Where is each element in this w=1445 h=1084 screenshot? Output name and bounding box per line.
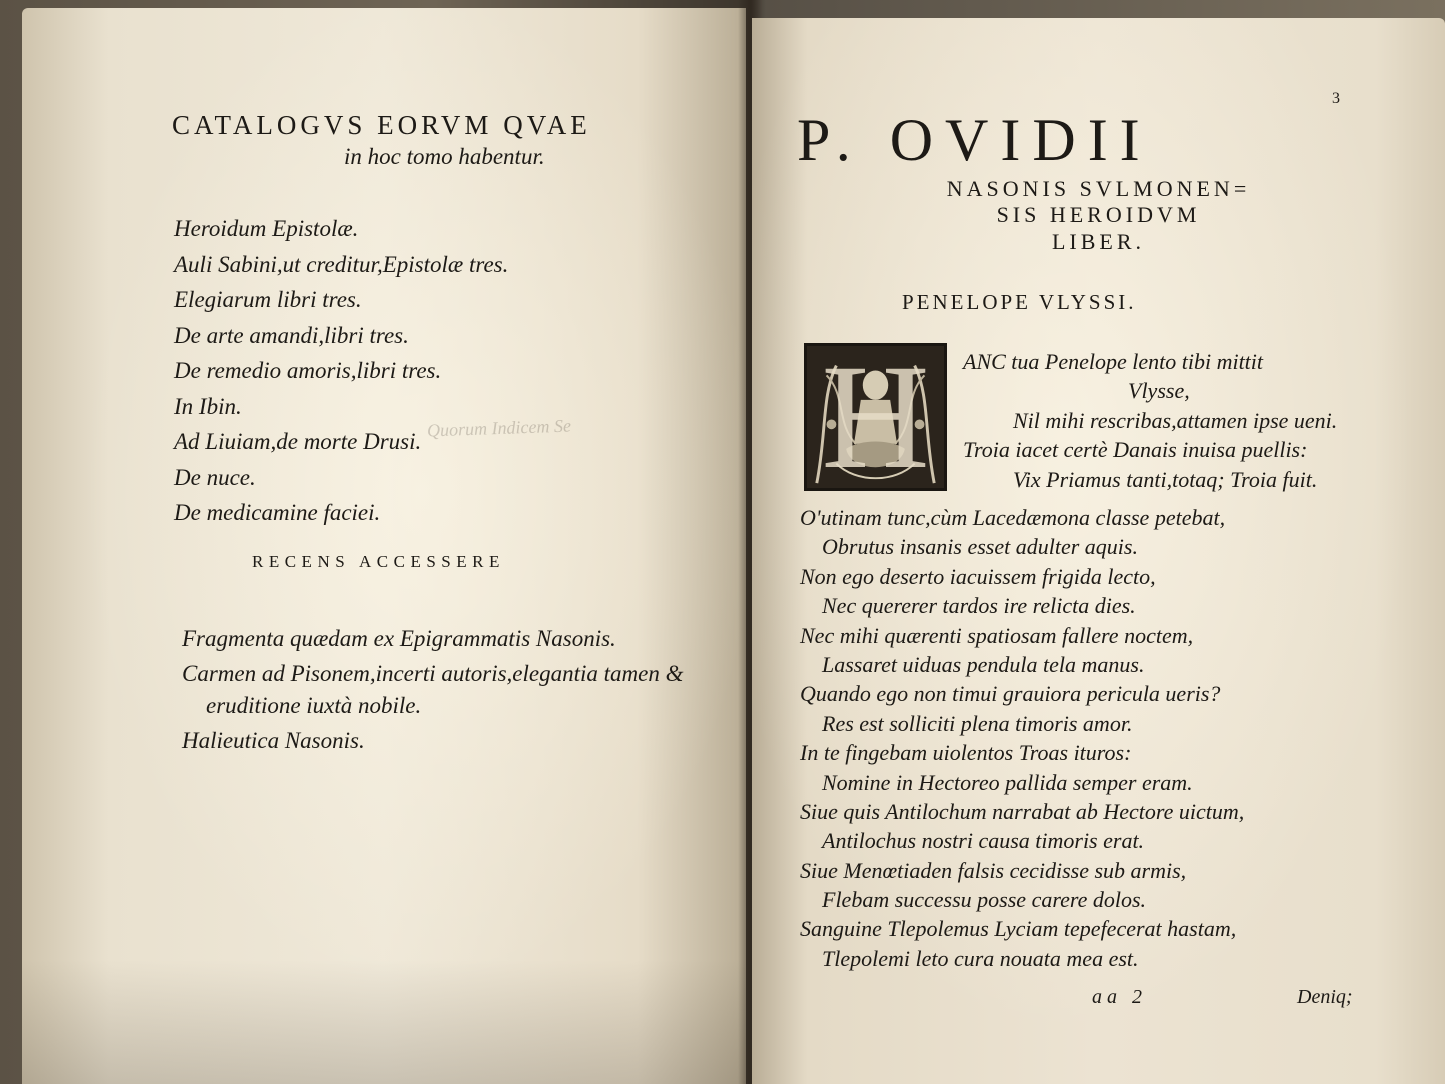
contents-item: De remedio amoris,libri tres. [174,358,442,383]
opening-verses [963,347,1337,494]
contents-item: Heroidum Epistolæ. [174,216,359,241]
signature-mark: aa 2 [1092,986,1147,1008]
verse-line: Non ego deserto iacuissem frigida lecto, [800,563,1156,589]
catalog-subtitle: in hoc tomo habentur. [344,144,545,169]
verse-line: Res est solliciti plena timoris amor. [822,710,1133,736]
initial-letter: H [821,343,930,491]
contents-item: Elegiarum libri tres. [174,287,362,312]
verse-line: Nec quererer tardos ire relicta dies. [822,593,1136,619]
catchword: Deniq; [1297,986,1353,1008]
catalog-title: CATALOGVS EORVM QVAE [172,110,591,140]
contents-item: Auli Sabini,ut creditur,Epistolæ tres. [174,251,509,277]
recens-heading: RECENS ACCESSERE [252,552,505,571]
verse-line: Lassaret uiduas pendula tela manus. [822,651,1145,677]
verse-line: Flebam successu posse carere dolos. [822,887,1147,913]
verse-line: Quando ego non timui grauiora pericula ueris? [800,681,1221,707]
main-title: P. OVIDII [797,107,1152,173]
addition-line: Carmen ad Pisonem,incerti autoris,elegantia tamen & [182,661,684,686]
contents-item: Ad Liuiam,de morte Drusi. [174,429,422,454]
subtitle-line: SIS HEROIDVM [996,202,1201,227]
contents-item: In Ibin. [174,393,242,419]
verse-line: Troia iacet certè Danais inuisa puellis: [963,437,1308,463]
verse-line: Nomine in Hectoreo pallida semper eram. [822,769,1193,795]
verse-line: O'utinam tunc,cùm Lacedæmona classe petebat, [800,505,1226,530]
verse-line: Siue quis Antilochum narrabat ab Hectore uictum, [800,798,1245,824]
show-through-text: Quorum Indicem Se [426,415,572,441]
decorated-initial [804,343,947,491]
addition-item [182,658,772,722]
page-shadow [22,960,746,1084]
verses [800,503,1244,973]
addition-item: Halieutica Nasonis. [182,728,365,753]
contents-list [174,211,508,531]
contents-item: De nuce. [174,464,256,490]
verse-line: Sanguine Tlepolemus Lyciam tepefecerat hastam, [800,916,1237,942]
verse-line: Obrutus insanis esset adulter aquis. [822,534,1138,560]
contents-item: De medicamine faciei. [174,500,381,525]
verse-line: Vlysse, [1128,378,1190,404]
verse-line: In te fingebam uiolentos Troas ituros: [800,740,1132,766]
left-page [22,8,746,1084]
right-page [752,18,1445,1084]
addition-line: eruditione iuxtà nobile. [206,693,422,718]
verse-line: ANC tua Penelope lento tibi mittit [963,349,1264,374]
verse-line: Tlepolemi leto cura nouata mea est. [822,945,1139,971]
verse-line: Nec mihi quærenti spatiosam fallere noctem, [800,622,1194,648]
subtitle-line: LIBER. [1051,229,1146,254]
verse-line: Vix Priamus tanti,totaq; Troia fuit. [1013,466,1318,492]
epistle-heading: PENELOPE VLYSSI. [902,290,1137,314]
additions-list [182,623,772,760]
verse-line: Antilochus nostri causa timoris erat. [822,828,1145,854]
subtitle-line: NASONIS SVLMONEN= [946,176,1251,201]
contents-item: De arte amandi,libri tres. [174,322,409,348]
verse-line: Nil mihi rescribas,attamen ipse ueni. [1013,407,1338,433]
addition-item: Fragmenta quædam ex Epigrammatis Nasonis. [182,626,616,651]
folio-number: 3 [1332,90,1340,107]
verse-line: Siue Menœtiaden falsis cecidisse sub armis, [800,857,1187,883]
